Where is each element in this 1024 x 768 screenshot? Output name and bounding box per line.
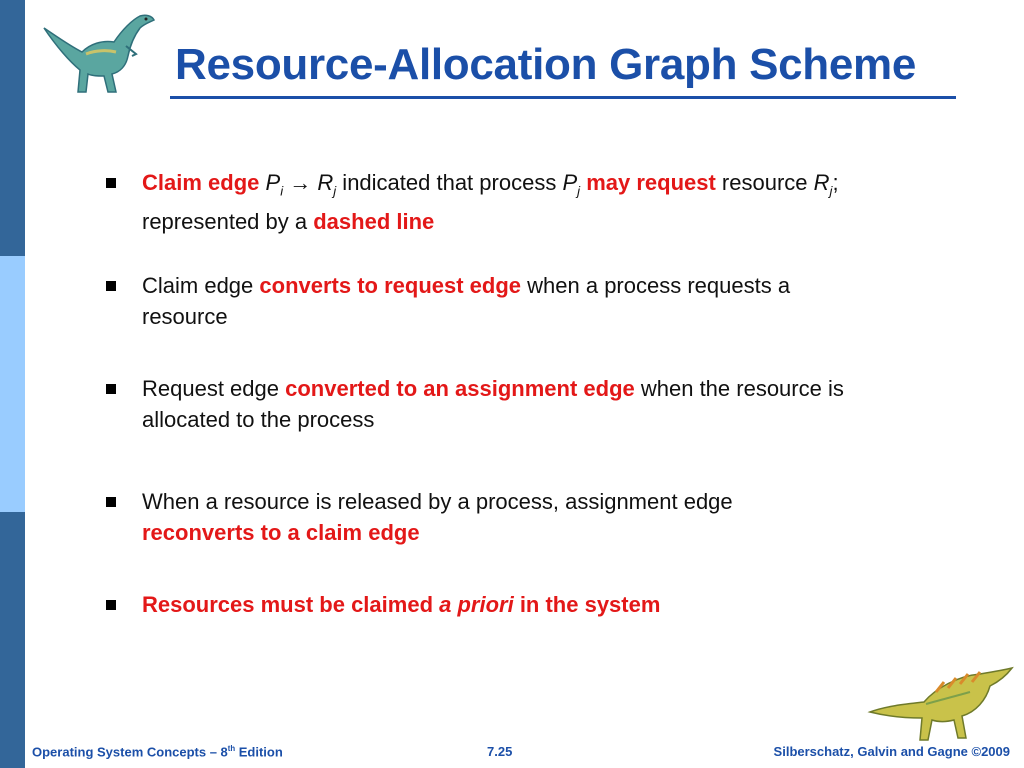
bullet-segment: when the resource is allocated to the process xyxy=(142,376,844,432)
bullet-segment: may request xyxy=(586,170,716,195)
bullet-segment: Claim edge xyxy=(142,273,260,298)
bullet-segment: resource xyxy=(715,170,814,195)
bullet-segment: ; represented by a xyxy=(142,170,839,235)
bullet-segment: j xyxy=(829,183,833,199)
footer-edition-suffix: Edition xyxy=(235,744,283,760)
square-bullet-icon xyxy=(106,384,116,394)
bullet-segment: converts to request edge xyxy=(259,273,522,298)
square-bullet-icon xyxy=(106,281,116,291)
bullet-text xyxy=(142,270,846,332)
bullet-item xyxy=(106,373,846,435)
bullet-segment: R xyxy=(813,170,830,195)
page-title: Resource-Allocation Graph Scheme xyxy=(175,40,917,89)
bullet-segment: in the system xyxy=(513,592,661,617)
bullet-segment: Claim edge xyxy=(142,170,260,195)
bullet-segment: j xyxy=(333,183,337,199)
bullet-text xyxy=(142,486,846,548)
title-underline xyxy=(170,96,956,99)
bullet-item xyxy=(106,486,846,548)
dinosaur-icon xyxy=(866,660,1016,744)
sidebar-segment-top xyxy=(0,0,25,256)
bullet-segment: reconverts to a claim edge xyxy=(142,520,420,545)
bullet-segment: j xyxy=(577,183,581,199)
square-bullet-icon xyxy=(106,178,116,188)
bullet-segment: Resources must be claimed xyxy=(142,592,440,617)
bullet-item xyxy=(106,589,846,620)
bullet-segment: P xyxy=(562,170,578,195)
footer-slide-number: 7.25 xyxy=(487,744,513,759)
bullet-segment: a priori xyxy=(439,592,514,617)
square-bullet-icon xyxy=(106,497,116,507)
bullet-segment: → xyxy=(283,170,318,195)
square-bullet-icon xyxy=(106,600,116,610)
bullet-segment: i xyxy=(280,183,284,199)
sidebar-segment-bottom xyxy=(0,512,25,768)
bullet-segment: Request edge xyxy=(142,376,286,401)
bullet-text xyxy=(142,589,846,620)
bullet-segment: R xyxy=(317,170,334,195)
footer-book-title xyxy=(32,744,283,759)
bullet-segment: When a resource is released by a process, assignment edge xyxy=(142,489,733,514)
dinosaur-icon xyxy=(36,6,160,98)
footer-edition-superscript: th xyxy=(227,744,236,753)
bullet-segment: indicated that process xyxy=(336,170,563,195)
left-sidebar-strip xyxy=(0,0,25,768)
bullet-text xyxy=(142,167,846,237)
footer-book-title-text: Operating System Concepts – 8 xyxy=(32,744,228,760)
bullet-text xyxy=(142,373,846,435)
bullet-segment: converted to an assignment edge xyxy=(285,376,635,401)
sidebar-segment-middle xyxy=(0,256,25,512)
bullet-segment: P xyxy=(265,170,281,195)
bullet-item xyxy=(106,167,846,237)
bullet-item xyxy=(106,270,846,332)
bullet-segment: dashed line xyxy=(313,209,435,235)
bullet-segment: when a process requests a resource xyxy=(142,273,791,329)
footer-copyright: Silberschatz, Galvin and Gagne ©2009 xyxy=(773,744,1010,759)
